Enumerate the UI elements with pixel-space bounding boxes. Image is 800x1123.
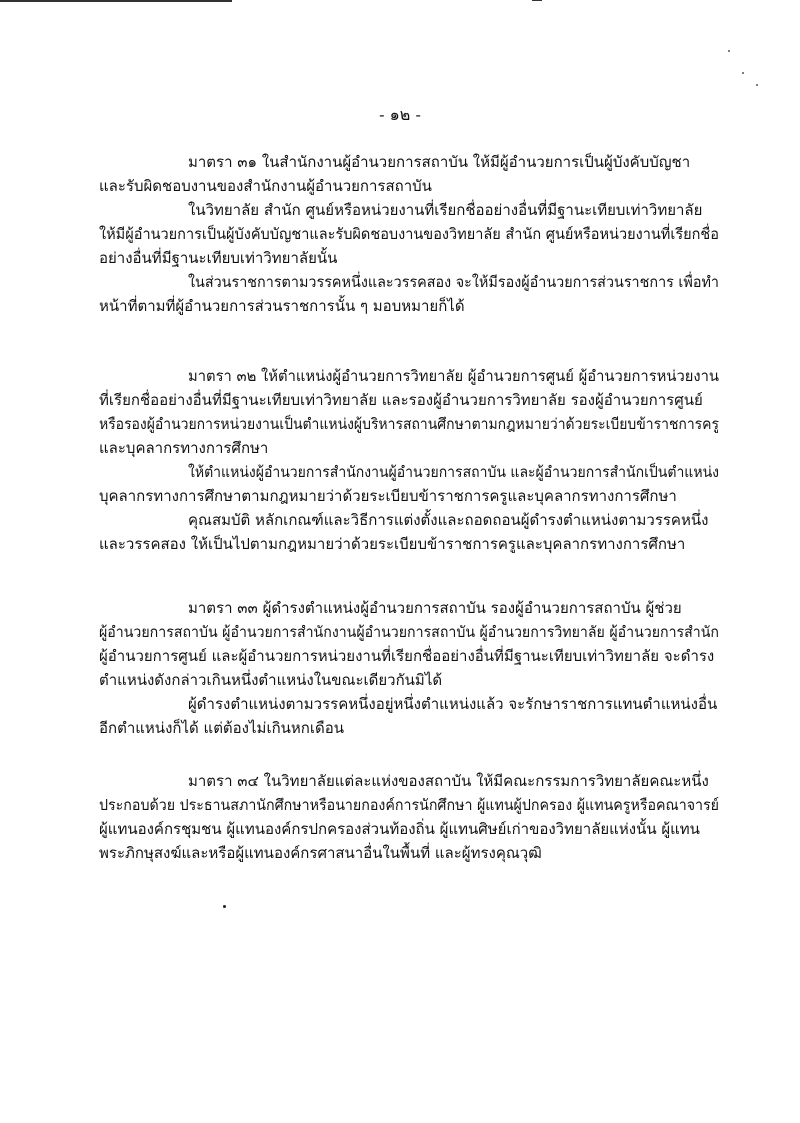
section-32-heading-line: มาตรา ๓๒ ให้ตำแหน่งผู้อำนวยการวิทยาลัย ผู้อำนวยการศูนย์ ผู้อำนวยการหน่วยงาน bbox=[188, 367, 719, 385]
text-line: ผู้ดำรงตำแหน่งตามวรรคหนึ่งอยู่หนึ่งตำแหน่งแล้ว จะรักษาราชการแทนตำแหน่งอื่น bbox=[188, 695, 718, 713]
scan-speck bbox=[728, 50, 730, 52]
page-number: - ๑๒ - bbox=[379, 105, 421, 124]
scan-dot bbox=[223, 905, 226, 908]
scan-speck bbox=[742, 72, 744, 74]
text-line: พระภิกษุสงฆ์และหรือผู้แทนองค์กรศาสนาอื่นในพื้นที่ และผู้ทรงคุณวุฒิ bbox=[99, 844, 542, 862]
text-line: คุณสมบัติ หลักเกณฑ์และวิธีการแต่งตั้งและถอดถอนผู้ดำรงตำแหน่งตามวรรคหนึ่ง bbox=[188, 511, 709, 529]
text-line: อีกตำแหน่งก็ได้ แต่ต้องไม่เกินหกเดือน bbox=[99, 719, 345, 737]
text-line: ให้มีผู้อำนวยการเป็นผู้บังคับบัญชาและรับผิดชอบงานของวิทยาลัย สำนัก ศูนย์หรือหน่วยงานที่เรียกชื่อ bbox=[99, 225, 719, 243]
section-34-heading-line: มาตรา ๓๔ ในวิทยาลัยแต่ละแห่งของสถาบัน ให้มีคณะกรรมการวิทยาลัยคณะหนึ่ง bbox=[188, 772, 709, 790]
text-line: ในวิทยาลัย สำนัก ศูนย์หรือหน่วยงานที่เรียกชื่ออย่างอื่นที่มีฐานะเทียบเท่าวิทยาลัย bbox=[188, 201, 703, 219]
text-line: และวรรคสอง ให้เป็นไปตามกฎหมายว่าด้วยระเบียบข้าราชการครูและบุคลากรทางการศึกษา bbox=[99, 535, 686, 553]
text-line: ในส่วนราชการตามวรรคหนึ่งและวรรคสอง จะให้มีรองผู้อำนวยการส่วนราชการ เพื่อทำ bbox=[188, 273, 719, 291]
text-line: ที่เรียกชื่ออย่างอื่นที่มีฐานะเทียบเท่าวิทยาลัย และรองผู้อำนวยการวิทยาลัย รองผู้อำนวยการศูนย์ bbox=[99, 391, 703, 409]
text-line: ประกอบด้วย ประธานสภานักศึกษาหรือนายกองค์การนักศึกษา ผู้แทนผู้ปกครอง ผู้แทนครูหรือคณาจารย์ bbox=[99, 796, 719, 814]
section-32 bbox=[99, 364, 719, 556]
text-line: ผู้อำนวยการศูนย์ และผู้อำนวยการหน่วยงานที่เรียกชื่ออย่างอื่นที่มีฐานะเทียบเท่าวิทยาลัย จะดำรง bbox=[99, 647, 715, 665]
text-line: ให้ตำแหน่งผู้อำนวยการสำนักงานผู้อำนวยการสถาบัน และผู้อำนวยการสำนักเป็นตำแหน่ง bbox=[188, 463, 719, 481]
section-31 bbox=[99, 150, 719, 318]
top-rule-right bbox=[532, 0, 542, 1]
text-line: และรับผิดชอบงานของสำนักงานผู้อำนวยการสถาบัน bbox=[99, 177, 432, 195]
text-line: และบุคลากรทางการศึกษา bbox=[99, 439, 269, 457]
section-33-heading-line: มาตรา ๓๓ ผู้ดำรงตำแหน่งผู้อำนวยการสถาบัน รองผู้อำนวยการสถาบัน ผู้ช่วย bbox=[188, 599, 682, 617]
text-line: ผู้อำนวยการสถาบัน ผู้อำนวยการสำนักงานผู้อำนวยการสถาบัน ผู้อำนวยการวิทยาลัย ผู้อำนวยการสำนัก bbox=[99, 623, 719, 641]
text-line: อย่างอื่นที่มีฐานะเทียบเท่าวิทยาลัยนั้น bbox=[99, 249, 338, 267]
text-line: ผู้แทนองค์กรชุมชน ผู้แทนองค์กรปกครองส่วนท้องถิ่น ผู้แทนศิษย์เก่าของวิทยาลัยแห่งนั้น ผู้แทน bbox=[99, 820, 700, 838]
scan-speck bbox=[756, 84, 758, 86]
text-line: ตำแหน่งดังกล่าวเกินหนึ่งตำแหน่งในขณะเดียวกันมิได้ bbox=[99, 671, 443, 689]
section-34 bbox=[99, 769, 719, 865]
text-line: บุคลากรทางการศึกษาตามกฎหมายว่าด้วยระเบียบข้าราชการครูและบุคลากรทางการศึกษา bbox=[99, 487, 677, 505]
top-rule-left bbox=[0, 0, 232, 2]
text-line: หรือรองผู้อำนวยการหน่วยงานเป็นตำแหน่งผู้บริหารสถานศึกษาตามกฎหมายว่าด้วยระเบียบข้าราชการครู bbox=[99, 415, 719, 433]
section-33 bbox=[99, 596, 719, 740]
text-line: หน้าที่ตามที่ผู้อำนวยการส่วนราชการนั้น ๆ มอบหมายก็ได้ bbox=[99, 297, 465, 315]
section-31-heading-line: มาตรา ๓๑ ในสำนักงานผู้อำนวยการสถาบัน ให้มีผู้อำนวยการเป็นผู้บังคับบัญชา bbox=[188, 153, 691, 171]
